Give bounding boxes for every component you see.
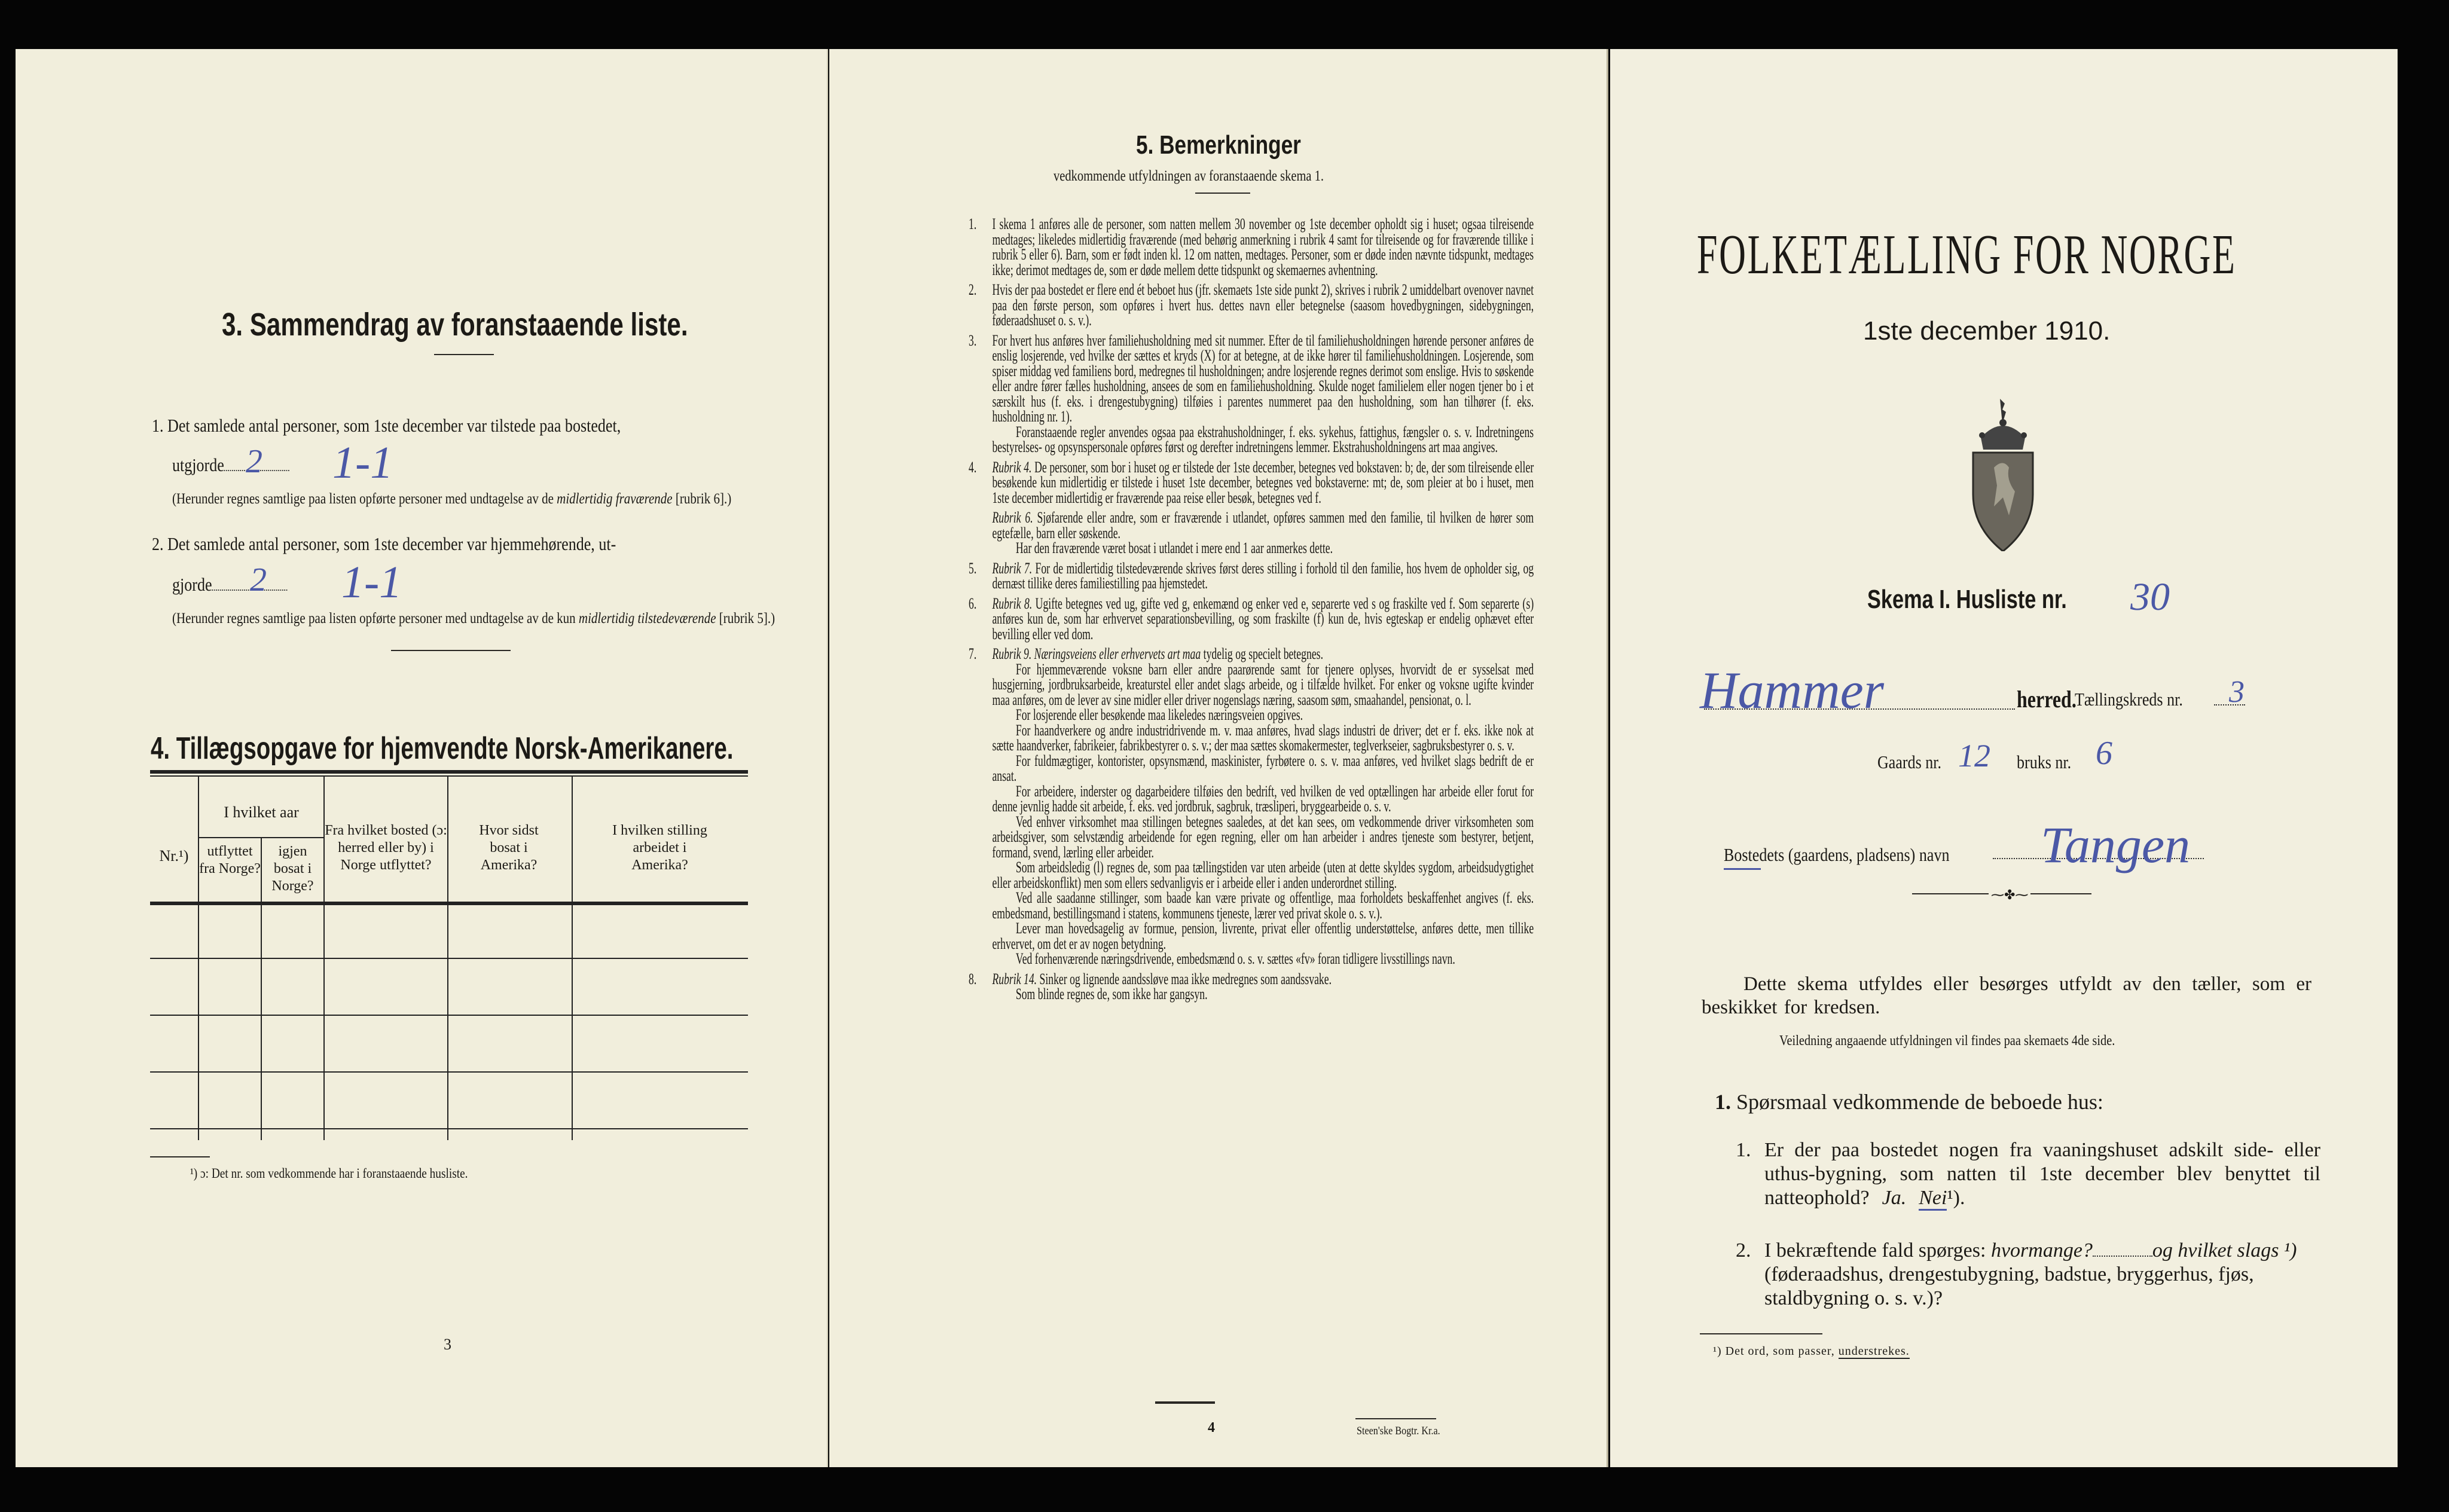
herred-label: herred. (2017, 686, 2077, 713)
col-header-nr: Nr.¹) (159, 847, 189, 865)
remark-paragraph (992, 753, 1534, 784)
footnote (1713, 1344, 1910, 1358)
item-number: 1. (152, 415, 164, 436)
remark-item (969, 596, 1534, 642)
footnote-rule (1700, 1333, 1822, 1334)
remark-text: Ved forhenværende næringsdrivende, embedsmænd o. s. v. sættes «fv» foran tidligere livsstillings navn. (1015, 950, 1455, 967)
remark-text: For hvert hus anføres hver familiehusholdning med sit nummer. Efter de til familiehusholdningen hørende personer anføres de enslig losjerende, ved hvilke der sættes et kryds (X) for at betegne, at de ikke hører til familiehusholdningen. Losjerende, som spiser middag ved familiens bord, medregnes til husholdningen; andre losjerende regnes derimot som enslige. Hvis to søskende eller andre fører fælles husholdning, ansees de som en familiehusholdning. Skulde noget familielem eller nogen tjener bo i et særskilt hus (f. eks. i drengestubygning) tilføies i parentes nummeret paa den husholdning, som han tilhører (f. eks. husholdning nr. 1). (992, 331, 1534, 425)
remark-text: For de midlertidig tilstedeværende skrives først deres stilling i forhold til den familie, hos hvem de opholder sig, og dernæst tillike deres familiestilling paa hjemstedet. (992, 559, 1534, 592)
remark-text: For arbeidere, inderster og dagarbeidere tilføies den bedrift, ved hvilken de ved optællingen har arbeide eller forut for denne jevnlig hadde sit arbeide, f. eks. ved jordbruk, sagbruk, træsliperi, bryggearbeide o. s. v. (992, 782, 1534, 815)
remark-number: 6. (969, 594, 977, 612)
remark-paragraph (992, 986, 1534, 1002)
gaards-label: Gaards nr. (1877, 752, 1942, 772)
remark-paragraph (992, 216, 1534, 277)
remark-paragraph (992, 707, 1534, 723)
remark-number: 1. (969, 215, 977, 233)
col-header-bosted: Fra hvilket bosted (ɔ: herred eller by) i Norge utflyttet? (325, 823, 447, 873)
remark-text: For haandverkere og andre industridrivende m. v. maa anføres, hvad slags industri de driver; det er f. eks. ikke nok at sætte haandverker, fabrikeier, fabrikbestyrer o. s. v.; der maa sættes skomakermester, teglverkseier, sagbruksbestyrer o. s. v. (992, 721, 1534, 754)
page-1-cover (1610, 49, 2398, 1467)
bruks-label: bruks nr. (2017, 752, 2072, 772)
col-header-utflyttet: utflyttet fra Norge? (199, 844, 261, 876)
rubrik-label: Rubrik 8. (992, 594, 1033, 612)
footnote-rule (150, 1156, 210, 1157)
answer-ja[interactable]: Ja. (1882, 1187, 1907, 1209)
answer-nei[interactable]: Nei (1919, 1187, 1947, 1211)
q2-number: 2. (1736, 1239, 1751, 1261)
remark-paragraph (992, 860, 1534, 890)
remark-text: Ugifte betegnes ved ug, gifte ved g, enkemænd og enker ved e, separerte ved s og fraskilte ved f. Som separerte (s) anføres kun de, som har erhvervet separationsbevilling, og som fraskilte (f) kun de, hvis egteskap er endelig ophævet efter bevilling eller ved dom. (992, 594, 1534, 643)
question-heading (1715, 1089, 2103, 1114)
note-end: [rubrik 6].) (675, 491, 732, 507)
heading-text: Spørsmaal vedkommende de beboede hus: (1736, 1090, 2103, 1114)
remark-number: 2. (969, 281, 977, 298)
ornament-icon: ⁓✤⁓ (1989, 888, 2030, 902)
remark-text: For fuldmægtiger, kontorister, opsynsmænd, maskinister, fyrbøtere o. s. v. maa anføres, ved hvilket slags bedrift de er ansat. (992, 752, 1534, 784)
remark-paragraph (992, 282, 1534, 328)
q1-end: ¹). (1947, 1187, 1965, 1209)
remark-text: Foranstaaende regler anvendes ogsaa paa ekstrahusholdninger, f. eks. sykehus, fattighus, fængsler o. s. v. Indretningens bestyrelses- og opsynspersonale opføres først og derefter indretningens lemmer. Ekstrahusholdningens art maa angives. (992, 423, 1534, 456)
remark-text: Ved enhver virksomhet maa stillingen betegnes saaledes, at det kan sees, om vedkommende driver virksomheten som arbeidsgiver, som selvstændig arbeidende for egen regning, eller om han arbeider i andres tjeneste som bestyrer, betjent, formand, svend, lærling eller arbeider. (992, 812, 1534, 861)
rubrik-italic: Næringsveiens eller erhvervets art maa (1034, 645, 1201, 662)
remark-number: 5. (969, 559, 977, 577)
item-text: Det samlede antal personer, som 1ste december var tilstede paa bostedet, (167, 415, 621, 436)
footnote: ¹) ɔ: Det nr. som vedkommende har i foranstaaende husliste. (190, 1166, 468, 1181)
item-2-tally: 1-1 (341, 557, 402, 607)
item-2-note (172, 610, 775, 628)
census-title: FOLKETÆLLING FOR NORGE (1697, 224, 2237, 286)
remark-number: 7. (969, 645, 977, 662)
printer-rule (1355, 1418, 1436, 1419)
section-4-title: 4. Tillægsopgave for hjemvendte Norsk-Amerikanere. (151, 731, 734, 766)
divider (434, 354, 494, 355)
bosted-underline (1724, 868, 1761, 870)
remark-item (969, 646, 1534, 967)
remarks-list (969, 216, 1534, 1007)
remark-paragraph (992, 814, 1534, 860)
rubrik-label: Rubrik 4. (992, 458, 1032, 476)
remark-paragraph (992, 596, 1534, 642)
note-italic: midlertidig fraværende (557, 491, 673, 507)
col-header-sidst: Hvor sidst bosat i Amerika? (479, 823, 539, 873)
heading-number: 1. (1715, 1090, 1731, 1114)
remark-text: Sjøfarende eller andre, som er fraværende i utlandet, opføres sammen med den familie, til hvilken de hører som egtefælle, barn eller søskende. (992, 509, 1534, 542)
page-4 (829, 49, 1608, 1467)
item-2 (152, 533, 616, 555)
remark-item (969, 333, 1534, 455)
remark-text: Som arbeidsledig (l) regnes de, som paa tællingstiden var uten arbeide (uten at dette skyldes sygdom, arbeidsudygtighet eller arbeidskonflikt) men som ellers sedvanligvis er i arbeide eller i anden underordnet stilling. (992, 859, 1534, 891)
divider (1155, 1401, 1215, 1404)
remark-number: 4. (969, 458, 977, 476)
printer-imprint: Steen'ske Bogtr. Kr.a. (1357, 1425, 1440, 1437)
page-number: 3 (444, 1336, 451, 1353)
rubrik-label: Rubrik 9. (992, 645, 1032, 662)
remark-item (969, 972, 1534, 1002)
note-text: (Herunder regnes samtlige paa listen opførte personer med undtagelse av de (172, 491, 554, 507)
census-date: 1ste december 1910. (1863, 316, 2111, 346)
hvormange-field[interactable] (2093, 1256, 2152, 1257)
remark-paragraph (992, 972, 1534, 987)
remark-paragraph (992, 540, 1534, 556)
coat-of-arms-icon (1970, 396, 2036, 551)
remarks-title: 5. Bemerkninger (1136, 130, 1301, 160)
divider (1195, 193, 1250, 194)
rubrik-label: Rubrik 6. (992, 509, 1033, 526)
remark-paragraph (992, 333, 1534, 424)
remark-text: De personer, som bor i huset og er tilstede der 1ste december, betegnes ved bokstaven: b; de, der som tilreisende eller besøkende kun midlertidig er tilstede i huset 1ste december, betegnes ved bokstaverne: mt; de, som pleier at bo i huset, men 1ste december midlertidig er fraværende paa reise eller besøk, betegnes ved f. (992, 458, 1534, 506)
remark-item (969, 282, 1534, 328)
item-text: Det samlede antal personer, som 1ste december var hjemmehørende, ut- (167, 533, 616, 554)
intro-text: Dette skema utfyldes eller besørges utfyldt av den tæller, som er beskikket for kredsen. (1702, 973, 2311, 1018)
q2-text: I bekræftende fald spørges: (1764, 1239, 1986, 1261)
footnote-text: ¹) Det ord, som passer, (1713, 1345, 1835, 1358)
remark-paragraph (992, 646, 1534, 662)
remark-paragraph (992, 951, 1534, 967)
page-number: 4 (1208, 1420, 1215, 1435)
remark-text: For losjerende eller besøkende maa likeledes næringsveien opgives. (1015, 706, 1303, 723)
skema-label: Skema I. Husliste nr. (1867, 585, 2067, 614)
gaards-value: 12 (1958, 738, 1990, 774)
item-number: 2. (152, 533, 164, 554)
kreds-label: Tællingskreds nr. (2075, 689, 2183, 710)
q1-text: Er der paa bostedet nogen fra vaaningshuset adskilt side- eller uthus-bygning, som natten til 1ste december blev benyttet til natteophold? (1764, 1139, 2320, 1209)
remark-number: 3. (969, 331, 977, 349)
bruks-value: 6 (2096, 735, 2112, 772)
col-group-header: I hvilket aar (224, 804, 299, 821)
remark-text: Lever man hovedsagelig av formue, pension, livrente, privat eller offentlig understøttelse, anføres dette, men tillike erhvervet, om det er av nogen betydning. (992, 920, 1534, 952)
remark-paragraph (992, 510, 1534, 540)
bosted-value: Tangen (2041, 816, 2191, 873)
note-end: [rubrik 5].) (719, 610, 775, 627)
field-label: utgjorde (172, 454, 224, 475)
q1-number: 1. (1736, 1139, 1751, 1161)
page-3 (16, 49, 828, 1467)
item-1-value: 2 (246, 443, 262, 480)
remark-paragraph (992, 460, 1534, 506)
remark-text: Har den fraværende været bosat i utlandet i mere end 1 aar anmerkes dette. (1015, 539, 1333, 557)
remark-text: Som blinde regnes de, som ikke har gangsyn. (1015, 985, 1208, 1003)
remark-paragraph (992, 921, 1534, 951)
q2-slags: og hvilket slags ¹) (2152, 1239, 2297, 1261)
remark-paragraph (992, 561, 1534, 591)
item-2-field (172, 574, 288, 595)
item-1-field (172, 454, 289, 476)
remark-text: Ved alle saadanne stillinger, som baade kan være private og offentlige, maa forholdets beskaffenhet angives (f. eks. embedsmand, bestillingsmand i statens, kommunens tjeneste, lærer ved privat skole o. s. v.). (992, 889, 1534, 922)
divider (391, 650, 511, 651)
question-2 (1764, 1239, 2320, 1311)
remark-text: For hjemmeværende voksne barn eller andre paarørende samt for tjenere oplyses, hvorvidt de er sysselsat med husgjerning, jordbruksarbeide, kreaturstel eller andet slags arbeide, og i tilfælde hvilket. For enker og voksne ugifte kvinder maa anføres, om de lever av sine midler eller driver nogenslags næring, saasom søm, smaahandel, pensionat, o. l. (992, 660, 1534, 708)
remark-item (969, 460, 1534, 556)
field-label: gjorde (172, 574, 212, 595)
remark-paragraph (992, 890, 1534, 921)
col-header-stilling: I hvilken stilling arbeidet i Amerika? (612, 823, 707, 873)
item-1 (152, 415, 621, 436)
item-2-value: 2 (250, 561, 267, 598)
remark-paragraph (992, 424, 1534, 455)
question-1 (1764, 1138, 2320, 1210)
q2-examples: (føderaadshus, drengestubygning, badstue, bryggerhus, fjøs, staldbygning o. s. v.)? (1764, 1263, 2254, 1309)
note-text: (Herunder regnes samtlige paa listen opførte personer med undtagelse av de kun (172, 610, 576, 627)
remark-item (969, 216, 1534, 277)
remark-text: Hvis der paa bostedet er flere end ét beboet hus (jfr. skemaets 1ste side punkt 2), skrives i rubrik 2 umiddelbart ovenover navnet paa den første person, som opføres i hvert hus. dettes navn eller betegnelse (saasom hovedbygningen, sidebygningen, føderaadshuset o. s. v.). (992, 281, 1534, 329)
remark-text: tydelig og specielt betegnes. (1203, 645, 1323, 662)
remark-paragraph (992, 662, 1534, 708)
item-1-tally: 1-1 (332, 438, 393, 488)
footnote-underlined: understrekes. (1838, 1345, 1910, 1358)
remark-number: 8. (969, 970, 977, 988)
bosted-label: Bostedets (gaardens, pladsens) navn (1724, 844, 1950, 865)
section-3-title: 3. Sammendrag av foranstaaende liste. (222, 307, 688, 343)
item-1-note (172, 490, 731, 508)
remark-text: Sinker og lignende aandssløve maa ikke medregnes som aandssvake. (1039, 970, 1332, 988)
husliste-number: 30 (2130, 575, 2170, 619)
remark-text: I skema 1 anføres alle de personer, som natten mellem 30 november og 1ste december opholdt sig i huset; ogsaa tilreisende medtages; likeledes midlertidig fraværende (med behørig anmerkning i rubrik 4 samt for tilreisende og for fraværende tillike i rubrik 5 eller 6). Barn, som er født inden kl. 12 om natten, medtages. Personer, som er døde inden nævnte tidspunkt, medtages ikke; derimot medtages de, som er døde mellem dette tidspunkt og skemaernes avhentning. (992, 215, 1534, 279)
remark-paragraph (992, 784, 1534, 814)
herred-value: Hammer (1700, 662, 1884, 720)
q2-hvormange: hvormange? (1990, 1239, 2093, 1261)
guidance-text: Veiledning angaaende utfyldningen vil findes paa skemaets 4de side. (1779, 1033, 2115, 1049)
remark-item (969, 561, 1534, 591)
col-header-igjen: igjen bosat i Norge? (271, 844, 314, 894)
rubrik-label: Rubrik 14. (992, 970, 1037, 988)
rubrik-label: Rubrik 7. (992, 559, 1033, 577)
remark-paragraph (992, 723, 1534, 753)
remarks-subtitle: vedkommende utfyldningen av foranstaaende skema 1. (1054, 168, 1324, 184)
kreds-value: 3 (2229, 675, 2245, 709)
note-italic: midlertidig tilstedeværende (578, 610, 716, 627)
